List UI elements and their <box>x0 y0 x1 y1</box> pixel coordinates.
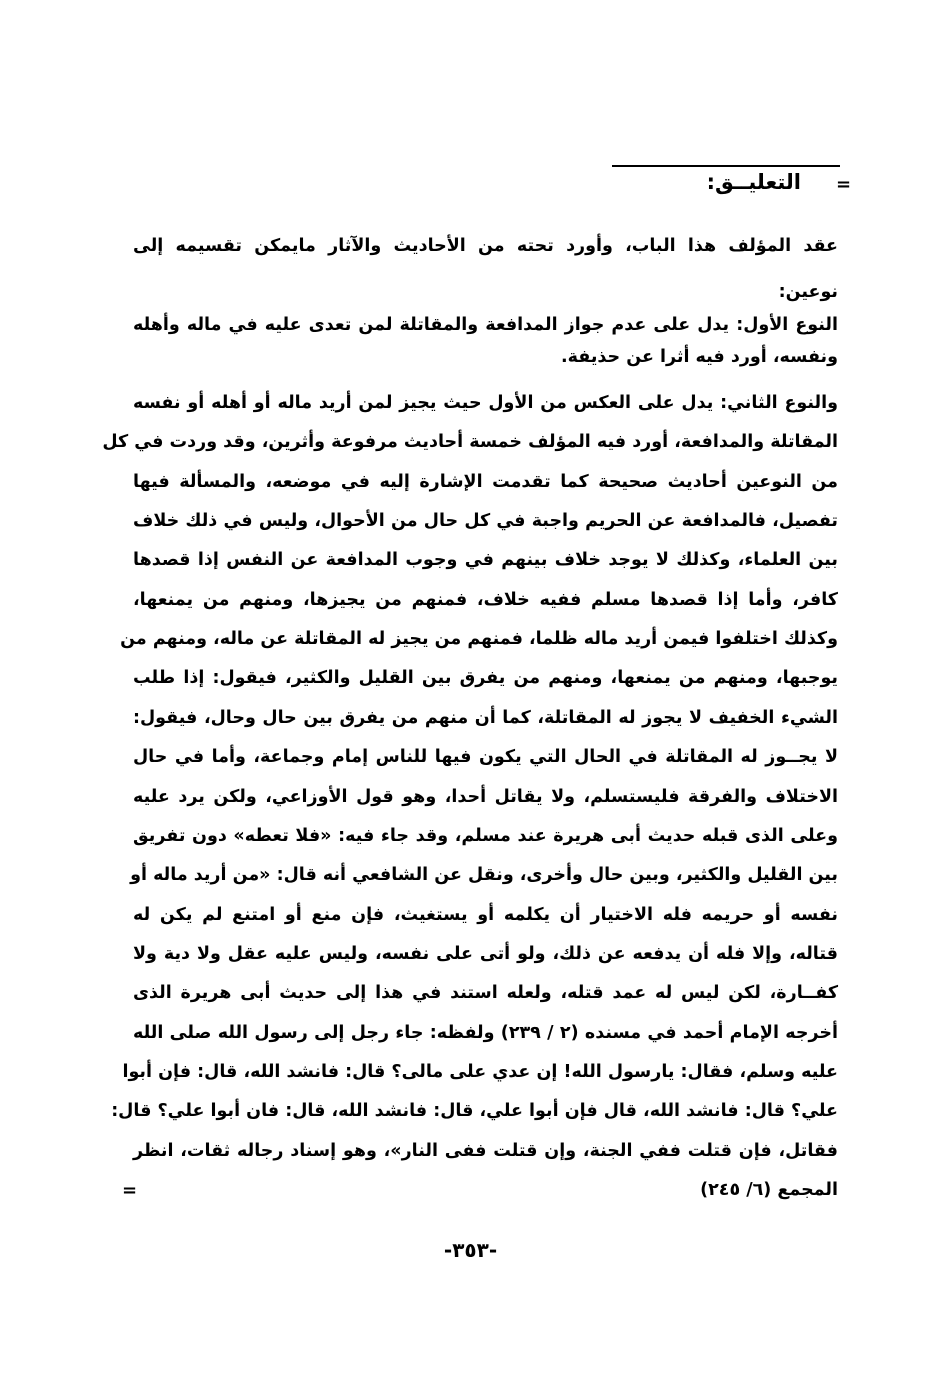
text-line: من النوعين أحاديث صحيحة كما تقدمت الإشارة إليه في موضعه، والمسألة فيها <box>133 471 838 492</box>
text-line: عليه وسلم، فقال: يارسول الله! إن عدي على مالى؟ قال: فانشد الله، قال: فإن أبوا <box>122 1061 838 1082</box>
text-line: نفسه أو حريمه فله الاختيار أن يكلمه أو يستغيث، فإن منع أو امتنع لم يكن له <box>133 904 838 925</box>
text-line: المجمع (٦/ ٢٤٥) <box>700 1180 838 1200</box>
text-line: بين العلماء، وكذلك لا يوجد خلاف بينهم في وجوب المدافعة عن النفس إذا قصدها <box>133 550 838 571</box>
text-line: الاختلاف والفرقة فليستسلم، ولا يقاتل أحدا، وهو قول الأوزاعي، ولكن يرد عليه <box>133 786 838 807</box>
text-line: فقاتل، فإن قتلت ففي الجنة، وإن قتلت ففى النار»، وهو إسناد رجاله ثقات، انظر <box>133 1140 838 1161</box>
text-line: قتاله، وإلا فله أن يدفعه عن ذلك، ولو أتى على نفسه، وليس عليه عقل ولا دية ولا <box>133 943 838 964</box>
footnote-separator-rule <box>612 165 840 167</box>
text-line: وكذلك اختلفوا فيمن أريد ماله ظلما، فمنهم من يجيز له المقاتلة عن ماله، ومنهم من <box>120 629 838 650</box>
text-line: كفــارة، لكن ليس له عمد قتله، ولعله استند في هذا إلى حديث أبى هريرة الذى <box>133 983 838 1004</box>
text-line: المقاتلة والمدافعة، أورد فيه المؤلف خمسة أحاديث مرفوعة وأثرين، وقد وردت في كل <box>102 432 838 453</box>
continuation-mark-top: = <box>836 174 852 195</box>
text-line: النوع الأول: يدل على عدم جواز المدافعة والمقاتلة لمن تعدى عليه في ماله وأهله <box>133 315 838 335</box>
text-line: ونفسه، أورد فيه أثرا عن حذيفة. <box>560 347 838 367</box>
text-line: عقد المؤلف هذا الباب، وأورد تحته من الأحاديث والآثار مايمكن تقسيمه إلى <box>133 236 838 256</box>
text-line: يوجبها، ومنهم من يمنعها، ومنهم من يفرق بين القليل والكثير، فيقول: إذا طلب <box>133 668 838 689</box>
text-line: نوعين: <box>778 282 838 302</box>
text-line: بين القليل والكثير، وبين حال وأخرى، ونقل عن الشافعي أنه قال: «من أريد ماله أو <box>130 865 838 886</box>
text-line: وعلى الذى قبله حديث أبى هريرة عند مسلم، وقد جاء فيه: «فلا تعطه» دون تفريق <box>133 825 838 846</box>
text-line: لا يجــوز له المقاتلة في الحال التي يكون فيها للناس إمام وجماعة، وأما في حال <box>133 747 838 768</box>
text-line: الشيء الخفيف لا يجوز له المقاتلة، كما أن منهم من يفرق بين حال وحال، فيقول: <box>133 707 838 728</box>
section-heading: التعليــق: <box>706 170 801 194</box>
text-line: تفصيل، فالمدافعة عن الحريم واجبة في كل حال من الأحوال، وليس في ذلك خلاف <box>133 511 838 532</box>
text-line: كافر، وأما إذا قصدها مسلم ففيه خلاف، فمنهم من يجيزها، ومنهم من يمنعها، <box>133 589 838 610</box>
text-line: علي؟ قال: فانشد الله، قال فإن أبوا علي، قال: فانشد الله، قال: فان أبوا علي؟ قال: <box>111 1101 838 1122</box>
continuation-mark-bottom: = <box>122 1180 138 1201</box>
text-line: والنوع الثاني: يدل على العكس من الأول حيث يجيز لمن أريد ماله أو أهله أو نفسه <box>133 393 838 413</box>
page-number: -٣٥٣- <box>443 1238 498 1262</box>
text-line: أخرجه الإمام أحمد في مسنده (٢ / ٢٣٩) ولفظه: جاء رجل إلى رسول الله صلى الله <box>133 1022 838 1043</box>
